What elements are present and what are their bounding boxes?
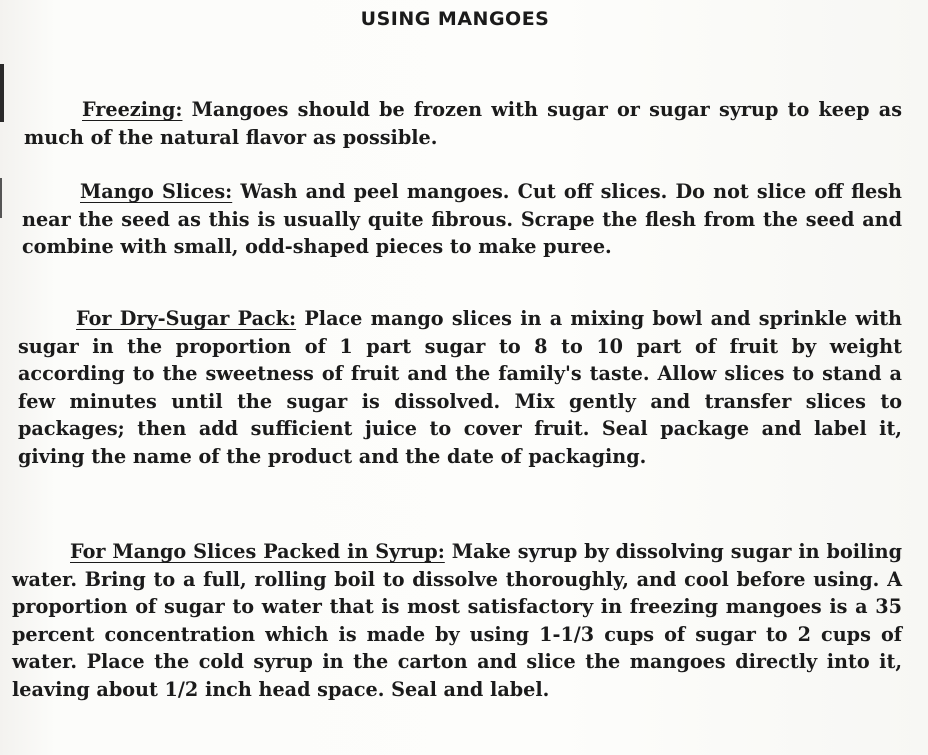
- binding-edge-mark: [0, 178, 2, 218]
- section-body: Wash and peel mangoes. Cut off slices. Do not slice off flesh near the seed as this is usually quite fibrous. Scrape the flesh from the seed and combine with small, odd-shaped pieces to make puree.: [22, 180, 902, 259]
- section-body: Make syrup by dissolving sugar in boiling water. Bring to a full, rolling boil to dissolve thoroughly, and cool before using. A proportion of sugar to water that is most satisfactory in freezing mangoes is a 35 percent concentration which is made by using 1-1/3 cups of sugar to 2 cups of water. Place the cold syrup in the carton and slice the mangoes directly into it, leaving about 1/2 inch head space. Seal and label.: [12, 540, 902, 701]
- section-body: Place mango slices in a mixing bowl and sprinkle with sugar in the proportion of 1 part sugar to 8 to 10 part of fruit by weight according to the sweetness of fruit and the family's taste. Allow slices to stand a few minutes until the sugar is dissolved. Mix gently and transfer slices to packages; then add sufficient juice to cover fruit. Seal package and label it, giving the name of the product and the date of packaging.: [18, 307, 903, 468]
- section-body: Mangoes should be frozen with sugar or sugar syrup to keep as much of the natural flavor as possible.: [24, 98, 902, 149]
- section-heading: For Dry-Sugar Pack:: [76, 307, 297, 330]
- section-syrup-pack: [12, 538, 902, 704]
- binding-edge-mark: [0, 64, 4, 122]
- section-dry-sugar-pack: [18, 305, 902, 471]
- section-mango-slices: [22, 178, 902, 261]
- section-heading: For Mango Slices Packed in Syrup:: [70, 540, 445, 563]
- page-title: USING MANGOES: [360, 8, 550, 30]
- section-heading: Mango Slices:: [80, 180, 233, 203]
- section-heading: Freezing:: [82, 98, 183, 121]
- section-freezing: [24, 96, 902, 151]
